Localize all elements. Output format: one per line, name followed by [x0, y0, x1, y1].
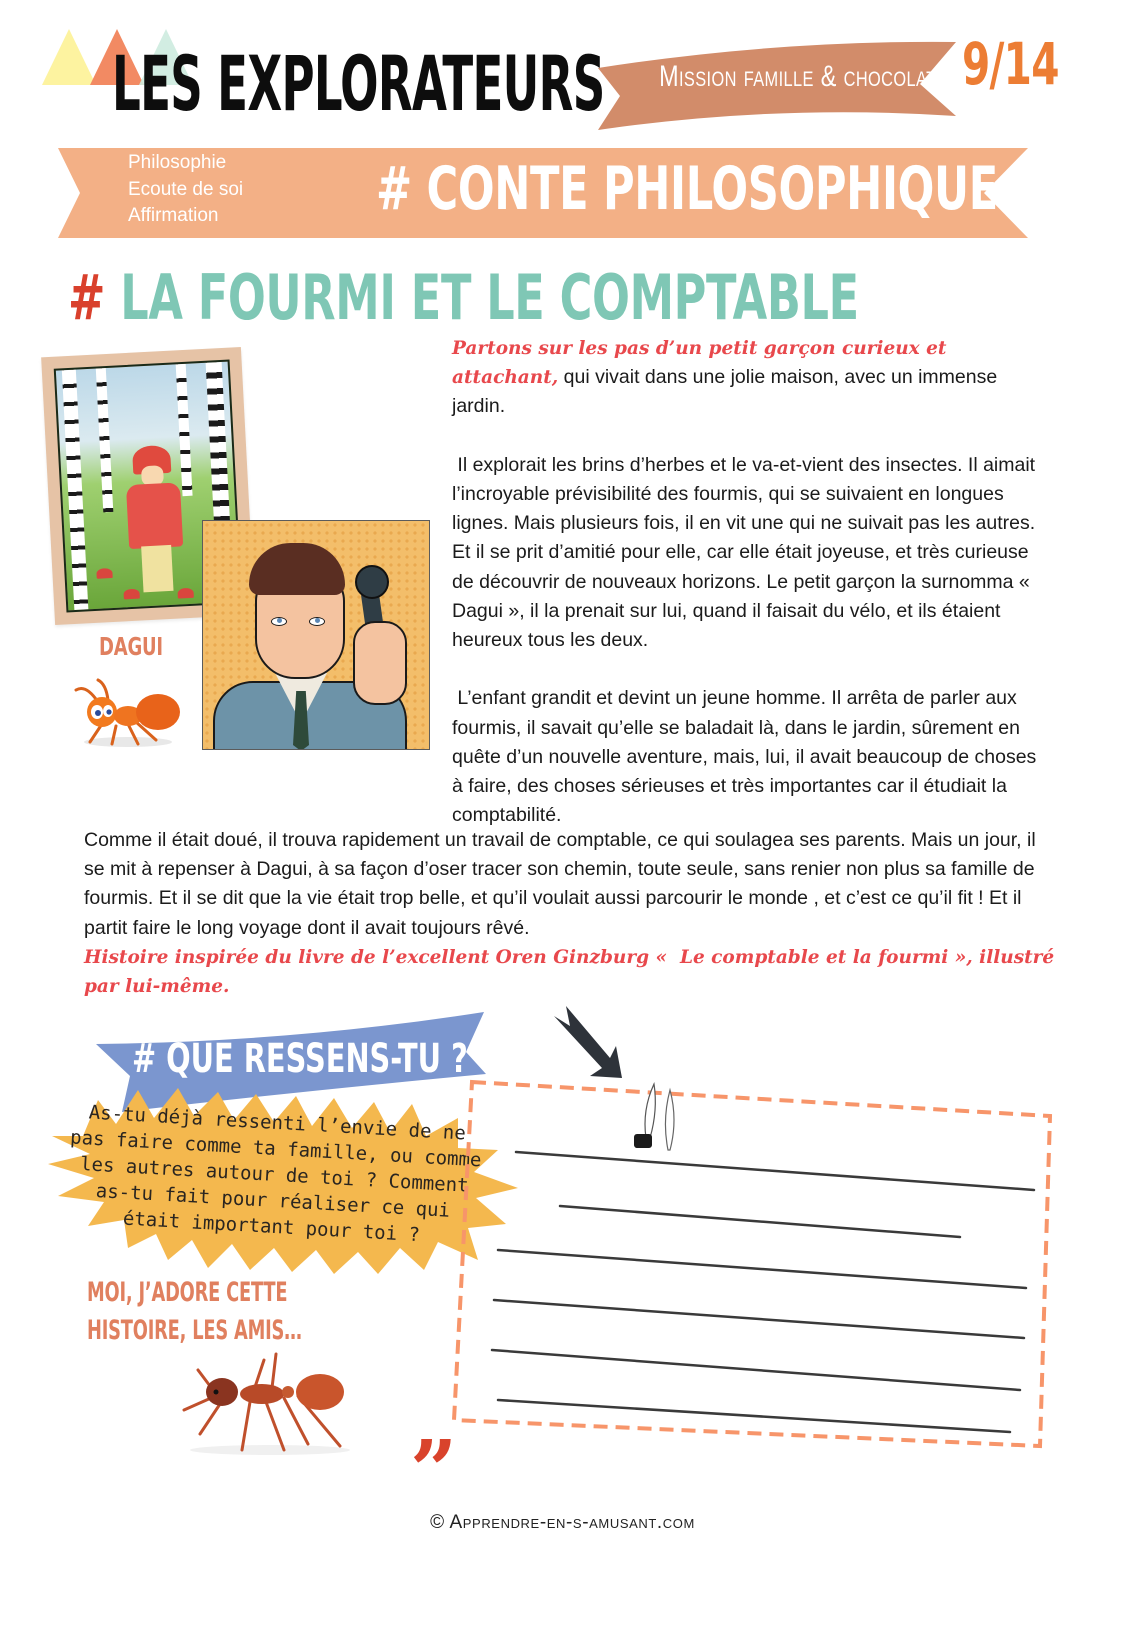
reflection-title: # QUE RESSENS-TU ?	[132, 1036, 468, 1082]
writing-line	[498, 1250, 1026, 1288]
cartoon-ant-icon	[72, 676, 184, 748]
tag-affirmation: Affirmation	[128, 205, 219, 226]
quill-inkwell-icon	[628, 1080, 688, 1152]
title-hash: #	[68, 261, 106, 334]
mission-label: Mission famille & chocolat	[659, 60, 937, 93]
page-number: 9/14	[962, 30, 1059, 98]
accountant-illustration	[202, 520, 430, 750]
decorative-triangle-yellow	[42, 29, 96, 85]
writing-area[interactable]	[450, 1060, 1070, 1450]
story-intro-highlight: Partons sur les pas d’un petit garçon curieux et attachant,	[452, 338, 953, 389]
copyright-footer: © Apprendre-en-s-amusant.com	[430, 1512, 695, 1533]
brand-title: LES EXPLORATEURS	[112, 39, 605, 128]
story-title	[68, 262, 859, 334]
writing-line	[560, 1206, 960, 1237]
writing-line	[494, 1300, 1024, 1338]
story-column-text	[452, 334, 1052, 830]
story-paragraph-4: Comme il était doué, il trouva rapidement un travail de comptable, ce qui soulagea ses parents. Mais un jour, il se mit à repenser à Dagui, à sa façon d’oser tracer son chemin, toute seule, sans renier non plus sa famille de fourmis. Et il se dit que la vie était trop belle, et qu’il voulait aussi parcourir le monde , et c’est ce qu’il fit ! Et il partit faire le long voyage dont il avait toujours rêvé.	[84, 829, 1042, 939]
dagui-caption: DAGUI	[99, 632, 163, 661]
tag-philosophie: Philosophie	[128, 152, 227, 173]
tag-ecoute: Ecoute de soi	[128, 178, 244, 200]
story-paragraph-1: Partons sur les pas d’un petit garçon curieux et attachant, qui vivait dans une jolie maison, avec un immense jardin.	[452, 338, 1003, 418]
title-text: LA FOURMI ET LE COMPTABLE	[120, 261, 859, 334]
story-paragraph-3: L’enfant grandit et devint un jeune homme. Il arrêta de parler aux fourmis, il savait qu’elle se baladait là, dans le jardin, sûrement en quête d’un nouvelle aventure, mais, lui, il avait beaucoup de choses à faire, des choses sérieuses et très importantes car il étudiait la comptabilité.	[452, 687, 1042, 827]
category-title: # CONTE PHILOSOPHIQUE	[376, 154, 998, 224]
red-ant-photo	[180, 1346, 360, 1456]
ant-comment: MOI, J’ADORE CETTE HISTOIRE, LES AMIS…	[87, 1277, 302, 1346]
story-full-width-text	[84, 826, 1059, 1001]
writing-line	[492, 1350, 1020, 1390]
story-paragraph-2: Il explorait les brins d’herbes et le va-et-vient des insectes. Il aimait l’incroyable prévisibilité des fourmis, qui se suivaient en longues lignes. Mais plusieurs fois, il en vit une qui ne suivait pas les autres. Et il se prit d’amitié pour elle, car elle était joyeuse, et très curieuse de découvrir de nouveaux horizons. Le petit garçon la surnomma « Dagui », il la prenait sur lui, quand il faisait du vélo, et ils étaient heureux tous les deux.	[452, 453, 1036, 652]
story-credit: Histoire inspirée du livre de l’excellent Oren Ginzburg « Le comptable et la fourmi », illustré par lui-même.	[84, 946, 1061, 997]
category-tags	[128, 150, 243, 230]
writing-line	[516, 1152, 1034, 1190]
reflection-question: As-tu déjà ressenti l’envie de ne pas faire comme ta famille, ou comme les autres autour de toi ? Comment as-tu fait pour réaliser ce qui était important pour toi ?	[69, 1101, 483, 1247]
closing-quote-icon: ”	[410, 1423, 458, 1519]
